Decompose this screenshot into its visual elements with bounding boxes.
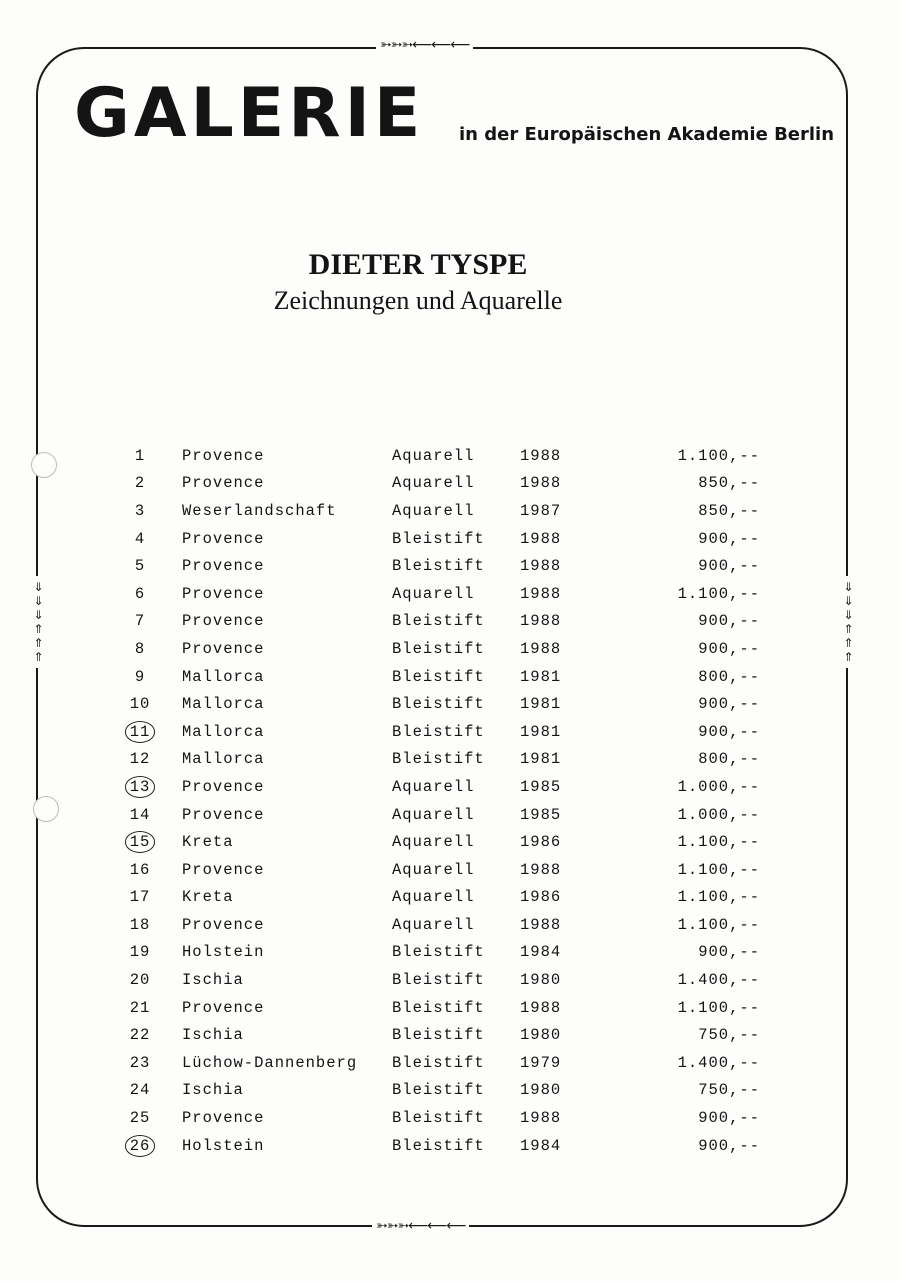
item-number: 5 [134,557,146,576]
item-price: 1.400,-- [677,1053,760,1072]
item-number-cell [120,474,160,492]
item-price: 900,-- [698,529,760,548]
item-number-cell [120,943,160,961]
catalog-row [120,1021,760,1049]
item-number-cell [120,585,160,603]
item-title: Provence [182,557,265,576]
item-year: 1981 [520,667,562,686]
item-number: 2 [134,474,146,493]
item-year: 1986 [520,888,562,907]
gallery-title: GALERIE [74,74,425,153]
item-number-cell [120,447,160,465]
item-price: 800,-- [698,667,760,686]
item-number-cell [120,723,160,741]
catalog-row [120,856,760,884]
item-number-cell [120,1054,160,1072]
item-number-cell [120,1137,160,1155]
item-number-cell [120,888,160,906]
item-number-cell [120,530,160,548]
item-year: 1980 [520,1026,562,1045]
item-technique: Bleistift [392,1109,485,1128]
item-price: 900,-- [698,639,760,658]
catalog-row [120,939,760,967]
item-price: 900,-- [698,695,760,714]
item-title: Provence [182,1109,265,1128]
item-technique: Bleistift [392,1053,485,1072]
item-number: 7 [134,612,146,631]
catalog-row [120,608,760,636]
item-price: 1.100,-- [677,833,760,852]
exhibition-subtitle: Zeichnungen und Aquarelle [273,286,563,315]
item-price: 1.100,-- [677,888,760,907]
item-price: 1.100,-- [677,446,760,465]
catalog-row [120,773,760,801]
item-number: 1 [134,446,146,465]
item-technique: Bleistift [392,1136,485,1155]
item-price: 900,-- [698,557,760,576]
catalog-row [120,828,760,856]
item-price: 750,-- [698,1026,760,1045]
item-price: 1.000,-- [677,777,760,796]
item-technique: Bleistift [392,557,485,576]
catalog-row [120,1049,760,1077]
item-title: Mallorca [182,695,265,714]
item-number: 25 [129,1109,151,1128]
bottom-ornament: ➳➳➳⟵⟵⟵ [372,1219,469,1233]
item-price: 900,-- [698,1136,760,1155]
artist-name: DIETER TYSPE [308,248,528,281]
item-number-cell [120,1109,160,1127]
item-number: 16 [129,860,151,879]
item-technique: Aquarell [392,777,475,796]
item-title: Provence [182,529,265,548]
item-number: 17 [129,888,151,907]
item-title: Mallorca [182,750,265,769]
item-title: Ischia [182,1081,244,1100]
item-title: Weserlandschaft [182,501,337,520]
item-year: 1988 [520,446,562,465]
item-technique: Bleistift [392,612,485,631]
item-price: 750,-- [698,1081,760,1100]
item-number-cell [120,612,160,630]
item-technique: Aquarell [392,446,475,465]
item-title: Provence [182,584,265,603]
item-price: 900,-- [698,1109,760,1128]
catalog-row [120,525,760,553]
catalog-row [120,663,760,691]
right-ornament [840,576,856,668]
gallery-subtitle: in der Europäischen Akademie Berlin [459,124,835,145]
item-price: 1.100,-- [677,915,760,934]
item-price: 850,-- [698,474,760,493]
catalog-row [120,1132,760,1160]
item-title: Kreta [182,833,234,852]
item-price: 900,-- [698,943,760,962]
item-number: 4 [134,529,146,548]
item-year: 1980 [520,971,562,990]
item-year: 1988 [520,474,562,493]
catalog-row [120,690,760,718]
circled-item-number: 26 [125,1135,156,1157]
item-price: 1.100,-- [677,584,760,603]
item-technique: Bleistift [392,695,485,714]
item-year: 1988 [520,557,562,576]
right-ornament-glyphs: ⇓⇓⇓⇑⇑⇑ [843,580,853,664]
item-year: 1988 [520,915,562,934]
item-technique: Bleistift [392,639,485,658]
item-title: Provence [182,639,265,658]
catalog-row [120,801,760,829]
catalog-row [120,1077,760,1105]
item-number-cell [120,806,160,824]
item-price: 1.100,-- [677,860,760,879]
catalog-row [120,1104,760,1132]
item-technique: Aquarell [392,474,475,493]
item-year: 1988 [520,1109,562,1128]
circled-item-number: 15 [125,831,156,853]
item-number-cell [120,640,160,658]
catalog-row [120,552,760,580]
item-title: Lüchow-Dannenberg [182,1053,358,1072]
item-number: 10 [129,695,151,714]
item-year: 1985 [520,777,562,796]
item-number-cell [120,557,160,575]
circled-item-number: 11 [125,721,156,743]
item-number-cell [120,971,160,989]
item-title: Provence [182,860,265,879]
left-ornament [30,576,46,668]
item-title: Provence [182,777,265,796]
catalog-row [120,884,760,912]
item-number-cell [120,778,160,796]
item-price: 1.400,-- [677,971,760,990]
item-number: 21 [129,998,151,1017]
item-title: Holstein [182,1136,265,1155]
top-ornament: ➳➳➳⟵⟵⟵ [376,38,473,52]
item-technique: Aquarell [392,915,475,934]
item-title: Kreta [182,888,234,907]
item-price: 900,-- [698,722,760,741]
item-technique: Bleistift [392,1081,485,1100]
item-price: 850,-- [698,501,760,520]
item-year: 1984 [520,943,562,962]
item-title: Provence [182,915,265,934]
item-number: 9 [134,667,146,686]
item-year: 1981 [520,750,562,769]
item-year: 1984 [520,1136,562,1155]
item-year: 1988 [520,639,562,658]
catalog-row [120,470,760,498]
catalog-row [120,580,760,608]
item-number: 14 [129,805,151,824]
item-title: Provence [182,805,265,824]
item-technique: Aquarell [392,888,475,907]
item-technique: Bleistift [392,750,485,769]
item-title: Mallorca [182,722,265,741]
item-technique: Bleistift [392,943,485,962]
item-number-cell [120,999,160,1017]
catalog-row [120,746,760,774]
item-title: Provence [182,998,265,1017]
item-number-cell [120,668,160,686]
item-title: Provence [182,612,265,631]
item-title: Holstein [182,943,265,962]
item-technique: Bleistift [392,722,485,741]
item-number: 19 [129,943,151,962]
item-year: 1988 [520,612,562,631]
catalog-row [120,635,760,663]
item-technique: Bleistift [392,667,485,686]
item-year: 1988 [520,529,562,548]
catalog-row [120,718,760,746]
item-technique: Aquarell [392,501,475,520]
punch-hole-lower [33,796,59,822]
item-technique: Aquarell [392,833,475,852]
item-price: 1.100,-- [677,998,760,1017]
item-number-cell [120,502,160,520]
item-number-cell [120,916,160,934]
item-number: 6 [134,584,146,603]
item-number-cell [120,750,160,768]
item-year: 1986 [520,833,562,852]
item-technique: Bleistift [392,1026,485,1045]
item-number: 23 [129,1053,151,1072]
item-title: Provence [182,474,265,493]
punch-hole-upper [31,452,57,478]
item-title: Provence [182,446,265,465]
item-number-cell [120,1081,160,1099]
catalog-list [120,442,760,1159]
item-number: 22 [129,1026,151,1045]
item-number-cell [120,1026,160,1044]
item-year: 1981 [520,722,562,741]
item-price: 1.000,-- [677,805,760,824]
item-title: Mallorca [182,667,265,686]
item-year: 1979 [520,1053,562,1072]
circled-item-number: 13 [125,776,156,798]
item-number-cell [120,861,160,879]
item-title: Ischia [182,1026,244,1045]
item-year: 1987 [520,501,562,520]
left-ornament-glyphs: ⇓⇓⇓⇑⇑⇑ [33,580,43,664]
catalog-row [120,994,760,1022]
item-technique: Aquarell [392,584,475,603]
catalog-row [120,911,760,939]
item-technique: Aquarell [392,805,475,824]
item-year: 1988 [520,998,562,1017]
item-number: 8 [134,639,146,658]
item-number-cell [120,695,160,713]
item-technique: Aquarell [392,860,475,879]
item-technique: Bleistift [392,971,485,990]
item-price: 800,-- [698,750,760,769]
item-technique: Bleistift [392,998,485,1017]
catalog-row [120,966,760,994]
item-technique: Bleistift [392,529,485,548]
item-number: 24 [129,1081,151,1100]
item-number: 3 [134,501,146,520]
item-number: 12 [129,750,151,769]
catalog-row [120,497,760,525]
item-title: Ischia [182,971,244,990]
item-year: 1988 [520,584,562,603]
item-year: 1980 [520,1081,562,1100]
item-year: 1981 [520,695,562,714]
catalog-row [120,442,760,470]
item-year: 1985 [520,805,562,824]
item-number-cell [120,833,160,851]
item-year: 1988 [520,860,562,879]
item-price: 900,-- [698,612,760,631]
item-number: 20 [129,971,151,990]
item-number: 18 [129,915,151,934]
